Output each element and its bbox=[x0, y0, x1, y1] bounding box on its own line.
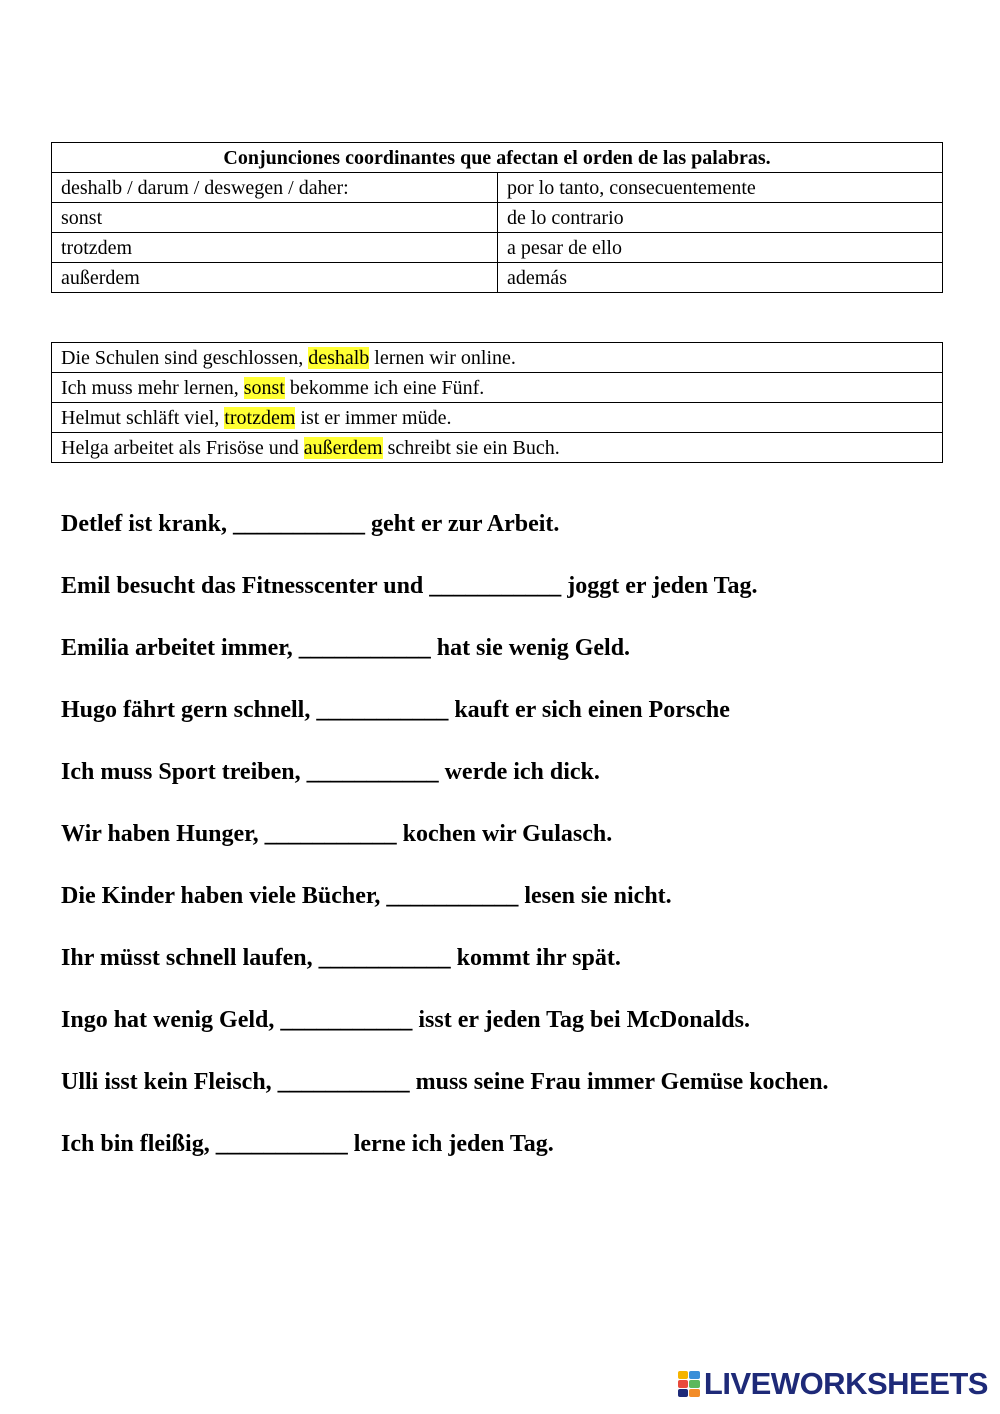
exercise-sentence: Ulli isst kein Fleisch, ___________ muss seine Frau immer Gemüse kochen. bbox=[61, 1069, 829, 1095]
exercise-sentence: Ingo hat wenig Geld, ___________ isst er jeden Tag bei McDonalds. bbox=[61, 1007, 750, 1033]
exercise-sentence: Detlef ist krank, ___________ geht er zur Arbeit. bbox=[61, 511, 560, 537]
exercise-sentence: Wir haben Hunger, ___________ kochen wir Gulasch. bbox=[61, 821, 613, 847]
logo-square bbox=[678, 1389, 689, 1397]
exercise-sentence: Ich bin fleißig, ___________ lerne ich jeden Tag. bbox=[61, 1131, 554, 1157]
liveworksheets-logo-icon bbox=[678, 1371, 700, 1397]
example-highlight: deshalb bbox=[308, 346, 370, 369]
example-row bbox=[52, 403, 943, 433]
example-sentence bbox=[52, 373, 943, 403]
logo-square bbox=[678, 1371, 689, 1379]
vocab-german: trotzdem bbox=[52, 233, 498, 263]
example-row bbox=[52, 433, 943, 463]
exercise-sentence: Ihr müsst schnell laufen, ___________ kommt ihr spät. bbox=[61, 945, 621, 971]
vocab-german: deshalb / darum / deswegen / daher: bbox=[52, 173, 498, 203]
exercise-sentence: Ich muss Sport treiben, ___________ werde ich dick. bbox=[61, 759, 600, 785]
vocab-row bbox=[52, 263, 943, 293]
exercise-sentence: Hugo fährt gern schnell, ___________ kauft er sich einen Porsche bbox=[61, 697, 730, 723]
vocab-table bbox=[51, 142, 943, 293]
vocab-spanish: por lo tanto, consecuentemente bbox=[498, 173, 943, 203]
vocab-row bbox=[52, 203, 943, 233]
vocab-table-title: Conjunciones coordinantes que afectan el orden de las palabras. bbox=[52, 143, 943, 173]
example-before: Helmut schläft viel, bbox=[61, 406, 225, 429]
example-row bbox=[52, 343, 943, 373]
logo-square bbox=[678, 1380, 689, 1388]
example-highlight: sonst bbox=[243, 376, 285, 399]
vocab-spanish: además bbox=[498, 263, 943, 293]
example-highlight: trotzdem bbox=[224, 406, 296, 429]
vocab-german: sonst bbox=[52, 203, 498, 233]
example-sentence bbox=[52, 403, 943, 433]
liveworksheets-logo bbox=[678, 1366, 988, 1402]
example-row bbox=[52, 373, 943, 403]
vocab-row bbox=[52, 233, 943, 263]
vocab-spanish: a pesar de ello bbox=[498, 233, 943, 263]
vocab-spanish: de lo contrario bbox=[498, 203, 943, 233]
vocab-row bbox=[52, 173, 943, 203]
example-before: Die Schulen sind geschlossen, bbox=[61, 346, 309, 369]
exercise-list bbox=[61, 510, 971, 1192]
logo-square bbox=[689, 1380, 700, 1388]
example-after: lernen wir online. bbox=[369, 346, 516, 369]
exercise-sentence: Die Kinder haben viele Bücher, ___________ lesen sie nicht. bbox=[61, 883, 672, 909]
example-sentence bbox=[52, 343, 943, 373]
logo-square bbox=[689, 1371, 700, 1379]
vocab-german: außerdem bbox=[52, 263, 498, 293]
exercise-sentence: Emilia arbeitet immer, ___________ hat sie wenig Geld. bbox=[61, 635, 631, 661]
example-before: Helga arbeitet als Frisöse und bbox=[61, 436, 304, 459]
exercise-sentence: Emil besucht das Fitnesscenter und ___________ joggt er jeden Tag. bbox=[61, 573, 758, 599]
example-sentence bbox=[52, 433, 943, 463]
example-before: Ich muss mehr lernen, bbox=[61, 376, 244, 399]
logo-text: LIVEWORKSHEETS bbox=[703, 1366, 988, 1401]
example-highlight: außerdem bbox=[303, 436, 383, 459]
example-after: bekomme ich eine Fünf. bbox=[284, 376, 485, 399]
examples-table bbox=[51, 342, 943, 463]
logo-square bbox=[689, 1389, 700, 1397]
example-after: schreibt sie ein Buch. bbox=[382, 436, 560, 459]
example-after: ist er immer müde. bbox=[295, 406, 452, 429]
